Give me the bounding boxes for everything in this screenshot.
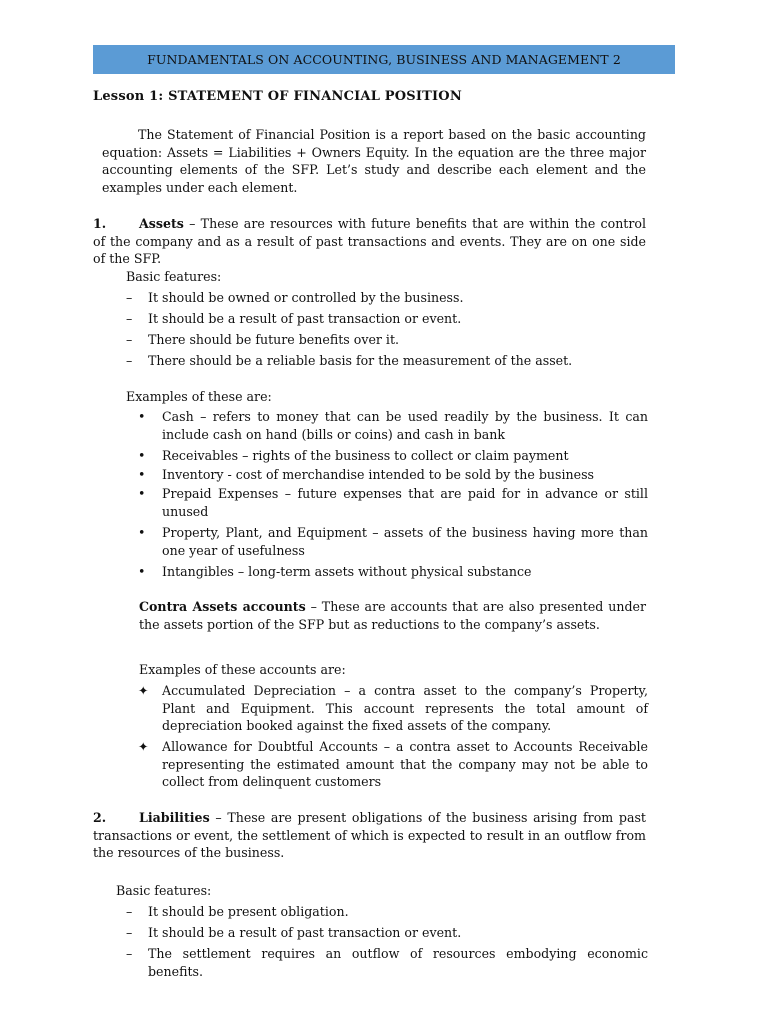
- list-item: [138, 466, 648, 484]
- list-item: [126, 924, 461, 942]
- liabilities-term: Liabilities: [139, 810, 210, 825]
- assets-term: Assets: [139, 216, 184, 231]
- header-banner: FUNDAMENTALS ON ACCOUNTING, BUSINESS AND MANAGEMENT 2: [93, 45, 675, 74]
- list-item-text: Accumulated Depreciation – a contra asset to the company’s Property, Plant and Equipment. This account represents the total amount of depreciation booked against the fixed assets of the company.: [162, 683, 648, 733]
- list-item-text: It should be a result of past transaction or event.: [148, 311, 462, 326]
- list-item-text: The settlement requires an outflow of resources embodying economic benefits.: [148, 946, 648, 979]
- star-bullet-icon: ✦: [138, 683, 149, 698]
- list-item: [126, 903, 349, 921]
- list-item-text: It should be a result of past transaction or event.: [148, 925, 462, 940]
- bullet-icon: •: [138, 564, 146, 579]
- contra-assets-definition-text: – These are accounts that are also presented under the assets portion of the SFP but as reductions to the company’s assets.: [139, 599, 646, 632]
- dash-mark: –: [126, 925, 133, 940]
- assets-definition: [93, 215, 646, 268]
- list-item-text: It should be present obligation.: [148, 904, 349, 919]
- assets-examples-label: Examples of these are:: [126, 389, 272, 404]
- list-item: [126, 352, 572, 370]
- list-item: [138, 485, 648, 520]
- liabilities-number: 2.: [93, 810, 107, 825]
- list-item-text: Intangibles – long-term assets without physical substance: [162, 564, 532, 579]
- star-bullet-icon: ✦: [138, 739, 149, 754]
- dash-mark: –: [126, 353, 133, 368]
- list-item-text: There should be a reliable basis for the measurement of the asset.: [148, 353, 573, 368]
- dash-mark: –: [126, 332, 133, 347]
- list-item: [126, 331, 399, 349]
- list-item-text: There should be future benefits over it.: [148, 332, 400, 347]
- list-item: [126, 289, 463, 307]
- assets-definition-text: – These are resources with future benefits that are within the control of the company and as a result of past transactions and events. They are on one side of the SFP.: [93, 216, 646, 266]
- bullet-icon: •: [138, 448, 146, 463]
- liabilities-features-label: Basic features:: [116, 883, 212, 898]
- list-item-text: Property, Plant, and Equipment – assets of the business having more than one year of usefulness: [162, 525, 648, 558]
- intro-paragraph: [102, 126, 646, 196]
- dash-mark: –: [126, 904, 133, 919]
- liabilities-definition: [93, 809, 646, 862]
- liabilities-definition-text: – These are present obligations of the business arising from past transactions or event, the settlement of which is expected to result in an outflow from the resources of the business.: [93, 810, 646, 860]
- list-item-text: Cash – refers to money that can be used readily by the business. It can include cash on hand (bills or coins) and cash in bank: [162, 409, 648, 442]
- contra-examples-label: Examples of these accounts are:: [139, 662, 346, 677]
- dash-mark: –: [126, 946, 133, 961]
- list-item-text: Receivables – rights of the business to collect or claim payment: [162, 448, 569, 463]
- list-item: [138, 563, 648, 581]
- list-item: [126, 945, 648, 980]
- bullet-icon: •: [138, 409, 146, 424]
- intro-text: The Statement of Financial Position is a report based on the basic accounting equation: Assets = Liabilities + Owners Equity. In the equation are the three major accounting elements of the SFP. Let’s study and describe each element and the examples under each element.: [102, 127, 646, 195]
- list-item-text: Allowance for Doubtful Accounts – a contra asset to Accounts Receivable representing the estimated amount that the company may not be able to collect from delinquent customers: [162, 739, 648, 789]
- list-item-text: Inventory - cost of merchandise intended to be sold by the business: [162, 467, 595, 482]
- dash-mark: –: [126, 311, 133, 326]
- bullet-icon: •: [138, 525, 146, 540]
- assets-number: 1.: [93, 216, 107, 231]
- list-item: [138, 682, 648, 735]
- bullet-icon: •: [138, 486, 146, 501]
- list-item: [126, 310, 461, 328]
- list-item: [138, 524, 648, 559]
- list-item-text: Prepaid Expenses – future expenses that are paid for in advance or still unused: [162, 486, 648, 519]
- assets-features-label: Basic features:: [126, 269, 222, 284]
- lesson-title: Lesson 1: STATEMENT OF FINANCIAL POSITION: [93, 89, 462, 104]
- list-item: [138, 408, 648, 443]
- list-item-text: It should be owned or controlled by the business.: [148, 290, 464, 305]
- contra-assets-definition: [139, 598, 646, 633]
- dash-mark: –: [126, 290, 133, 305]
- list-item: [138, 738, 648, 791]
- list-item: [138, 447, 648, 465]
- bullet-icon: •: [138, 467, 146, 482]
- contra-assets-term: Contra Assets accounts: [139, 599, 306, 614]
